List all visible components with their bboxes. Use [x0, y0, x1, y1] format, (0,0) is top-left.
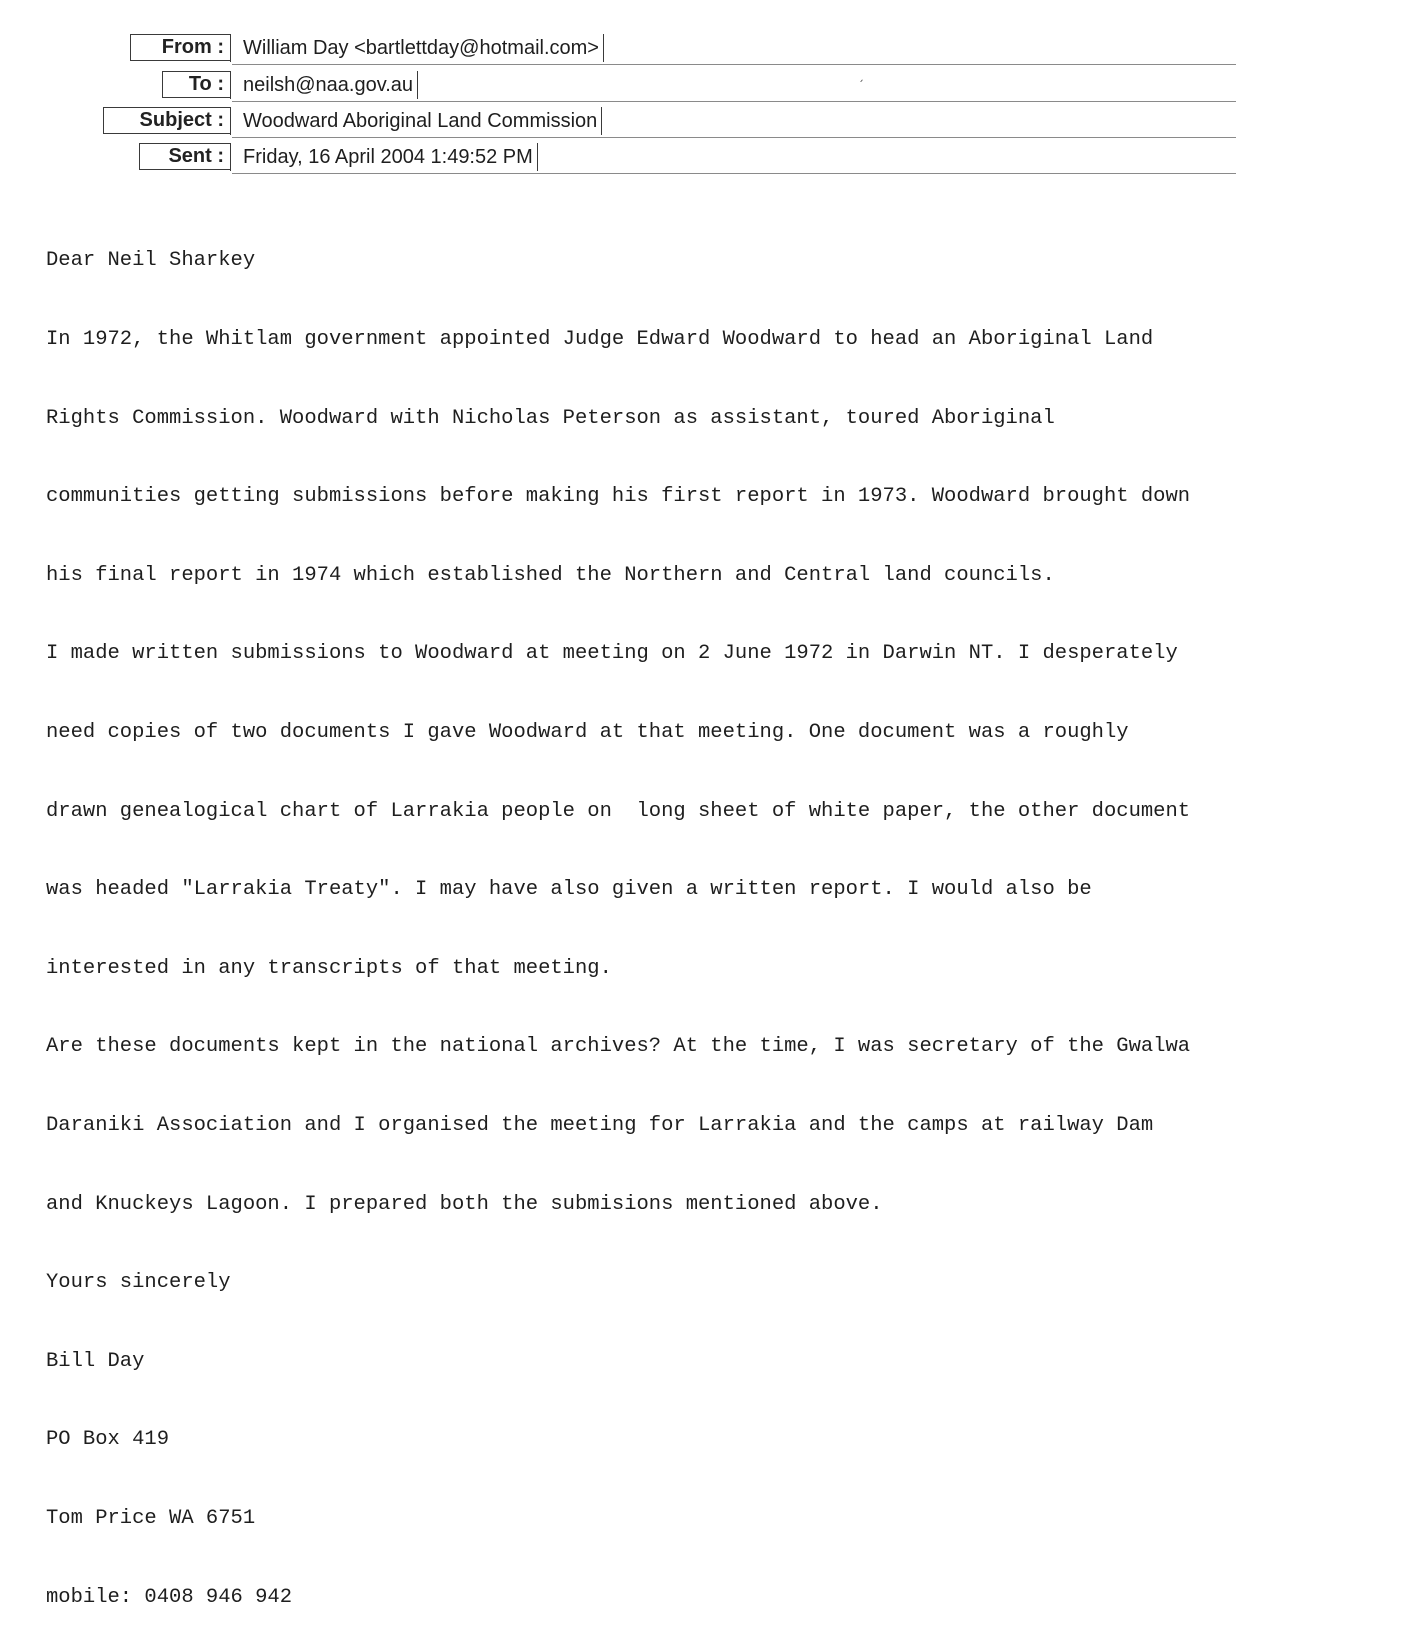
subject-row — [0, 107, 1418, 143]
body-line: Are these documents kept in the national archives? At the time, I was secretary of the Gwalwa — [46, 1035, 1191, 1059]
from-value: William Day <bartlettday@hotmail.com> — [243, 34, 604, 62]
subject-separator — [230, 107, 231, 135]
body-line: and Knuckeys Lagoon. I prepared both the submisions mentioned above. — [46, 1192, 883, 1216]
to-row — [0, 71, 1418, 107]
body-line: was headed "Larrakia Treaty". I may have also given a written report. I would also be — [46, 878, 1092, 902]
body-line: Dear Neil Sharkey — [46, 249, 256, 273]
body-line: Daraniki Association and I organised the meeting for Larrakia and the camps at railway Dam — [46, 1113, 1154, 1137]
sent-label: Sent : — [139, 143, 231, 170]
from-underline — [232, 64, 1236, 65]
body-line: mobile: 0408 946 942 — [46, 1585, 293, 1609]
to-value: neilsh@naa.gov.au — [243, 71, 418, 99]
scan-speck: ˏ — [858, 68, 864, 82]
body-line: I made written submissions to Woodward at meeting on 2 June 1972 in Darwin NT. I desperately — [46, 642, 1178, 666]
body-line: Tom Price WA 6751 — [46, 1506, 256, 1530]
body-line: In 1972, the Whitlam government appointed Judge Edward Woodward to head an Aboriginal Land — [46, 328, 1154, 351]
from-separator — [230, 34, 231, 62]
sent-row — [0, 143, 1418, 179]
to-separator — [230, 71, 231, 99]
to-underline — [232, 101, 1236, 102]
to-label: To : — [162, 71, 231, 98]
body-line: drawn genealogical chart of Larrakia people on long sheet of white paper, the other document — [46, 799, 1191, 823]
sent-separator — [230, 143, 231, 171]
body-line: his final report in 1974 which established the Northern and Central land councils. — [46, 563, 1055, 587]
sent-value: Friday, 16 April 2004 1:49:52 PM — [243, 143, 538, 171]
body-line: Yours sincerely — [46, 1271, 231, 1295]
body-line: interested in any transcripts of that meeting. — [46, 956, 612, 980]
subject-value: Woodward Aboriginal Land Commission — [243, 107, 602, 135]
email-body — [46, 196, 1190, 1637]
body-line: Bill Day — [46, 1349, 145, 1373]
subject-label: Subject : — [103, 107, 231, 134]
body-line: Rights Commission. Woodward with Nicholas Peterson as assistant, toured Aboriginal — [46, 406, 1055, 430]
body-line: communities getting submissions before making his first report in 1973. Woodward brought down — [46, 485, 1191, 509]
body-line: need copies of two documents I gave Woodward at that meeting. One document was a roughly — [46, 720, 1129, 744]
from-row — [0, 34, 1418, 70]
from-label: From : — [130, 34, 231, 61]
subject-underline — [232, 137, 1236, 138]
body-line: PO Box 419 — [46, 1428, 170, 1452]
sent-underline — [232, 173, 1236, 174]
